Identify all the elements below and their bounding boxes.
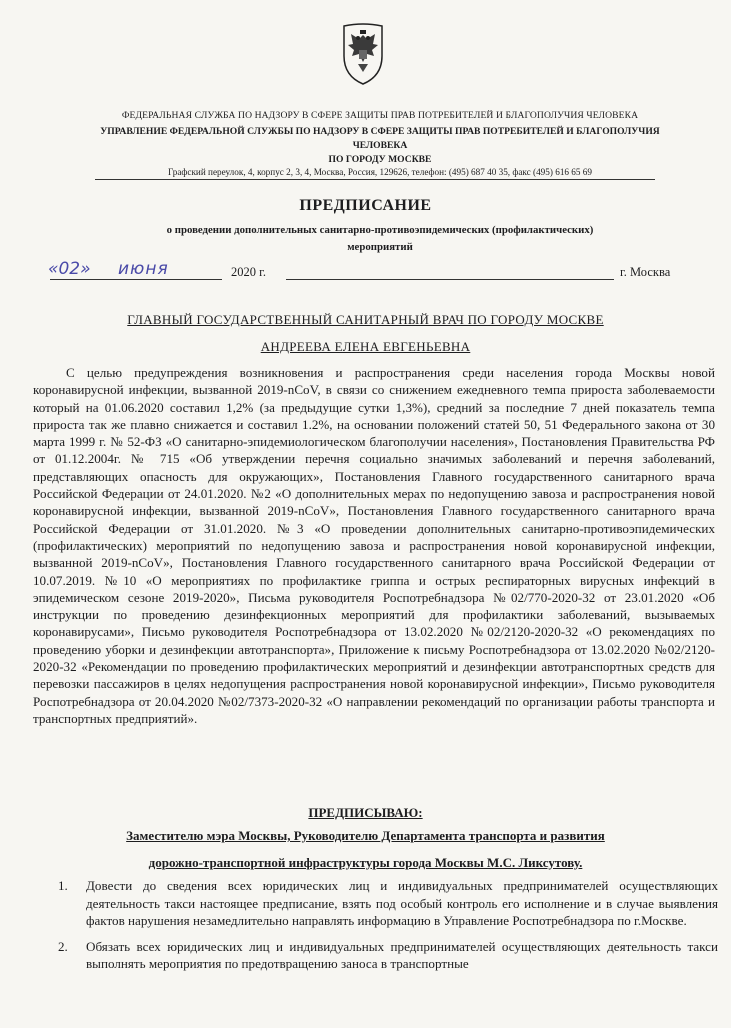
- document-title: ПРЕДПИСАНИЕ: [299, 197, 432, 214]
- prescription-items: [58, 877, 718, 981]
- date-day-handwritten: «02»: [48, 259, 91, 279]
- city: г. Москва: [620, 265, 671, 279]
- coat-of-arms-emblem-icon: [339, 22, 387, 88]
- item-number: 1.: [58, 878, 68, 893]
- list-item: [58, 877, 718, 930]
- preamble-paragraph: С целью предупреждения возникновения и распространения среди населения города Москвы новой коронавирусной инфекции, вызванной 2019-nCoV, в связи со снижением ежедневного темпа прироста заболеваемости который на 01.06.2020 составил 1,2% (за предыдущие сутки 1,3%), средний за последние 7 дней показатель темпа прироста так же плавно снижается и составил 1.2%, на основании положений статей 50, 51 Федерального закона от 30 марта 1999 г. № 52-ФЗ «О санитарно-эпидемиологическом благополучии населения», Постановления Правительства РФ от 01.12.2004г. № 715 «Об утверждении перечня социально значимых заболеваний и перечня заболеваний, представляющих опасность для окружающих», Постановления Главного государственного санитарного врача Российской Федерации от 24.01.2020. №2 «О дополнительных мерах по недопущению завоза и распространения новой коронавирусной инфекции, вызванной 2019-nCoV», Постановления Главного государственного санитарного врача Российской Федерации от 31.01.2020. №3 «О проведении дополнительных санитарно-противоэпидемических (профилактических) мероприятий по недопущению завоза и распространения новой коронавирусной инфекции, вызванной 2019-nCoV», Постановления Главного государственного санитарного врача Российской Федерации от 10.07.2019. №10 «О мероприятиях по профилактике гриппа и острых респираторных вирусных инфекций в эпидемическом сезоне 2019-2020», Письма руководителя Роспотребнадзора №02/770-2020-32 от 23.01.2020 «Об инструкции по проведению дезинфекционных мероприятий для профилактики заболеваний, вызываемых коронавирусами», Письмо руководителя Роспотребнадзора от 13.02.2020 №02/2120-2020-32 «О рекомендациях по проведению уборки и дезинфекции автотранспорта», Приложение к письму Роспотребнадзора от 13.02.2020 №02/2120-2020-32 «Рекомендации по проведению профилактических мероприятий и дезинфекции автотранспортных средств для перевозки пассажиров в целях недопущения распространения новой коронавирусной инфекции», Письмо руководителя Роспотребнадзора от 20.04.2020 №02/7373-2020-32 «О направлении рекомендаций по организации работы транспорта и транспортных предприятий».: [33, 365, 715, 726]
- department-name-line1: УПРАВЛЕНИЕ ФЕДЕРАЛЬНОЙ СЛУЖБЫ ПО НАДЗОРУ В СФЕРЕ ЗАЩИТЫ ПРАВ ПОТРЕБИТЕЛЕЙ И БЛАГОПОЛУЧИЯ: [100, 126, 660, 137]
- date-underline: [50, 279, 222, 280]
- department-name-line3: ПО ГОРОДУ МОСКВЕ: [328, 154, 432, 165]
- date-row: [48, 259, 680, 289]
- list-item: [58, 938, 718, 973]
- prescribe-heading: ПРЕДПИСЫВАЮ:: [308, 805, 423, 820]
- official-name: АНДРЕЕВА ЕЛЕНА ЕВГЕНЬЕВНА: [260, 339, 471, 354]
- agency-name: ФЕДЕРАЛЬНАЯ СЛУЖБА ПО НАДЗОРУ В СФЕРЕ ЗАЩИТЫ ПРАВ ПОТРЕБИТЕЛЕЙ И БЛАГОПОЛУЧИЯ ЧЕЛОВЕКА: [121, 110, 639, 121]
- document-subtitle: [60, 222, 700, 256]
- date-month-handwritten: июня: [118, 259, 169, 279]
- department-name-line2: ЧЕЛОВЕКА: [352, 140, 408, 151]
- header-divider: [95, 179, 655, 180]
- date-year: 2020 г.: [231, 265, 266, 279]
- addressee-line1: Заместителю мэра Москвы, Руководителю Департамента транспорта и развития: [126, 828, 605, 843]
- item-number: 2.: [58, 938, 68, 954]
- subtitle-line1: о проведении дополнительных санитарно-противоэпидемических (профилактических): [166, 224, 594, 236]
- subtitle-line2: мероприятий: [347, 241, 413, 253]
- official-title: ГЛАВНЫЙ ГОСУДАРСТВЕННЫЙ САНИТАРНЫЙ ВРАЧ ПО ГОРОДУ МОСКВЕ: [127, 312, 604, 327]
- agency-address: Графский переулок, 4, корпус 2, 3, 4, Москва, Россия, 129626, телефон: (495) 687 40 35, факс (495) 616 65 69: [168, 167, 592, 177]
- item-text: Довести до сведения всех юридических лиц и индивидуальных предпринимателей осуществляющих деятельность такси настоящее предписание, взять под особый контроль его исполнение и в случае выявления фактов нарушения незамедлительно направлять информацию в Управление Роспотребнадзора по г.Москве.: [86, 878, 718, 928]
- date-fill-line: [286, 279, 614, 280]
- item-text: Обязать всех юридических лиц и индивидуальных предпринимателей осуществляющих деятельность такси выполнять мероприятия по предотвращению заноса в транспортные: [86, 938, 718, 971]
- addressee-line2: дорожно-транспортной инфраструктуры города Москвы М.С. Ликсутову.: [148, 855, 583, 870]
